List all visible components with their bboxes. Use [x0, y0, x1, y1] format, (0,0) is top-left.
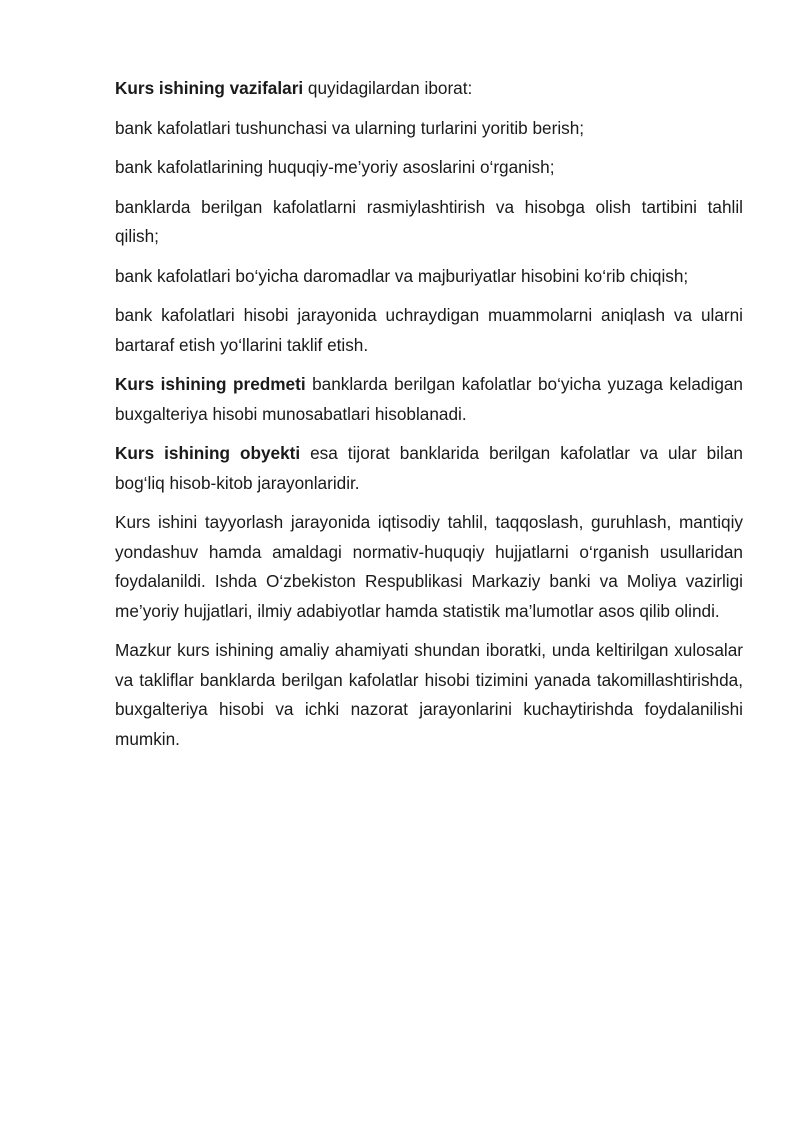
object-text: esa tijorat banklarida berilgan kafolatlar va ular bilan bog‘liq hisob-kitob jarayonlaridir.	[115, 443, 743, 493]
subject-text: banklarda berilgan kafolatlar bo‘yicha yuzaga keladigan buxgalteriya hisobi munosabatlari hisoblanadi.	[115, 374, 743, 424]
tasks-heading: Kurs ishining vazifalari	[115, 78, 304, 98]
document-page	[115, 74, 743, 764]
task-item-4: bank kafolatlari bo‘yicha daromadlar va majburiyatlar hisobini ko‘rib chiqish;	[115, 265, 689, 286]
tasks-intro-text: quyidagilardan iborat:	[303, 78, 473, 98]
paragraph-methods: Kurs ishini tayyorlash jarayonida iqtisodiy tahlil, taqqoslash, guruhlash, mantiqiy yondashuv hamda amaldagi normativ-huquqiy hujjatlarni o‘rganish usullaridan foydalanildi. Ishda O‘zbekiston Respublikasi Markaziy banki va Moliya vazirligi me’yoriy hujjatlari, ilmiy adabiyotlar hamda statistik ma’lumotlar asos qilib olindi.	[115, 512, 743, 621]
paragraph-subject	[115, 370, 743, 429]
task-item-2: bank kafolatlarining huquqiy-me’yoriy asoslarini o‘rganish;	[115, 157, 555, 177]
task-item-1: bank kafolatlari tushunchasi va ularning turlarini yoritib berish;	[115, 117, 585, 138]
paragraph-practical-significance: Mazkur kurs ishining amaliy ahamiyati shundan iboratki, unda keltirilgan xulosalar va takliflar banklarda berilgan kafolatlar hisobi tizimini yanada takomillashtirishda, buxgalteriya hisobi va ichki nazorat jarayonlarini kuchaytirishda foydalanilishi mumkin.	[115, 640, 743, 749]
task-item-3: banklarda berilgan kafolatlarni rasmiylashtirish va hisobga olish tartibini tahlil qilish;	[115, 196, 743, 246]
paragraph-tasks-intro	[115, 74, 743, 104]
task-item-5: bank kafolatlari hisobi jarayonida uchraydigan muammolarni aniqlash va ularni bartaraf etish yo‘llarini taklif etish.	[115, 305, 743, 355]
paragraph-object	[115, 439, 743, 498]
subject-heading: Kurs ishining predmeti	[115, 374, 306, 394]
object-heading: Kurs ishining obyekti	[115, 443, 301, 463]
